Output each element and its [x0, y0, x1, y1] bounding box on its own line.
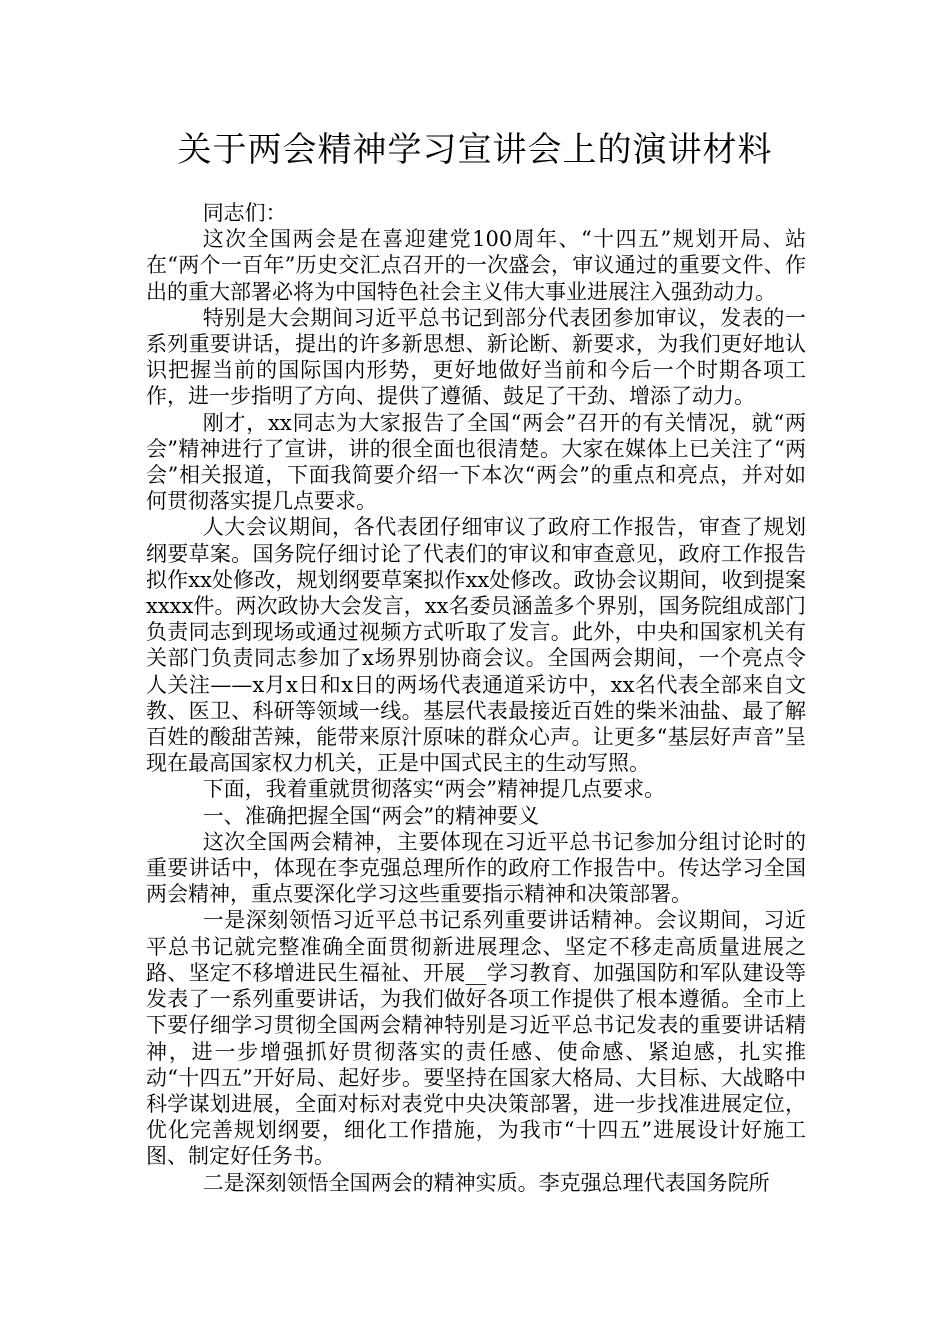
paragraph: 特别是大会期间习近平总书记到部分代表团参加审议，发表的一系列重要讲话，提出的许多新思想、新论断、新要求，为我们更好地认识把握当前的国际国内形势，更好地做好当前和今后一个时期各项工作，进一步指明了方向、提供了遵循、鼓足了干劲、增添了动力。	[146, 305, 806, 409]
paragraph: 人大会议期间，各代表团仔细审议了政府工作报告，审查了规划纲要草案。国务院仔细讨论了代表们的审议和审查意见，政府工作报告拟作xx处修改，规划纲要草案拟作xx处修改。政协会议期间，收到提案xxxx件。两次政协大会发言，xx名委员涵盖多个界别，国务院组成部门负责同志到现场或通过视频方式听取了发言。此外，中央和国家机关有关部门负责同志参加了x场界别协商会议。全国两会期间，一个亮点令人关注——x月x日和x日的两场代表通道采访中，xx名代表全部来自文教、医卫、科研等领域一线。基层代表最接近百姓的柴米油盐、最了解百姓的酸甜苦辣，能带来原汁原味的群众心声。让更多“基层好声音”呈现在最高国家权力机关，正是中国式民主的生动写照。	[146, 515, 806, 776]
paragraph-salutation: 同志们：	[202, 201, 287, 225]
paragraph: 这次全国两会精神，主要体现在习近平总书记参加分组讨论时的重要讲话中，体现在李克强总理所作的政府工作报告中。传达学习全国两会精神，重点要深化学习这些重要指示精神和决策部署。	[146, 829, 806, 907]
paragraph: 二是深刻领悟全国两会的精神实质。李克强总理代表国务院所	[202, 1170, 770, 1195]
section-heading: 一、准确把握全国“两会”的精神要义	[202, 803, 540, 828]
document-title: 关于两会精神学习宣讲会上的演讲材料	[177, 130, 773, 170]
paragraph: 一是深刻领悟习近平总书记系列重要讲话精神。会议期间，习近平总书记就完整准确全面贯彻新进展理念、坚定不移走高质量进展之路、坚定不移增进民生福祉、开展__学习教育、加强国防和军队建设等发表了一系列重要讲话，为我们做好各项工作提供了根本遵循。全市上下要仔细学习贯彻全国两会精神特别是习近平总书记发表的重要讲话精神，进一步增强抓好贯彻落实的责任感、使命感、紧迫感，扎实推动“十四五”开好局、起好步。要坚持在国家大格局、大目标、大战略中科学谋划进展，全面对标对表党中央决策部署，进一步找准进展定位，优化完善规划纲要，细化工作措施，为我市“十四五”进展设计好施工图、制定好任务书。	[146, 908, 806, 1169]
paragraph: 这次全国两会是在喜迎建党100周年、“十四五”规划开局、站在“两个一百年”历史交汇点召开的一次盛会，审议通过的重要文件、作出的重大部署必将为中国特色社会主义伟大事业进展注入强劲动力。	[146, 227, 806, 304]
paragraph: 下面，我着重就贯彻落实“两会”精神提几点要求。	[202, 777, 666, 802]
document-body	[146, 200, 806, 1196]
paragraph: 刚才，xx同志为大家报告了全国“两会”召开的有关情况，就“两会”精神进行了宣讲，讲的很全面也很清楚。大家在媒体上已关注了“两会”相关报道，下面我简要介绍一下本次“两会”的重点和亮点，并对如何贯彻落实提几点要求。	[146, 410, 806, 514]
